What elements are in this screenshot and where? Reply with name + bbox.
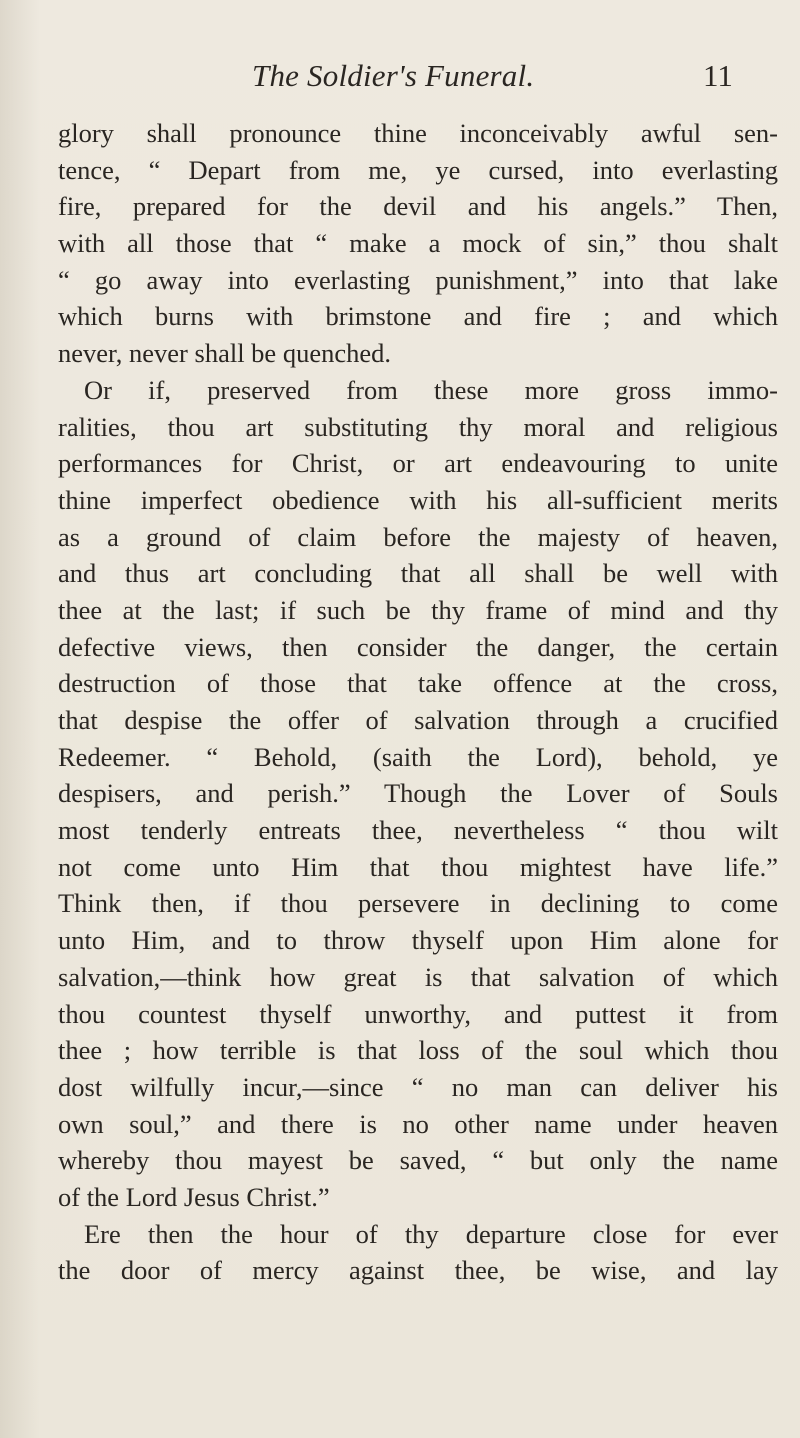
text-line: that despise the offer of salvation through a crucified xyxy=(58,705,778,735)
text-line: glory shall pronounce thine inconceivably awful sen- xyxy=(58,118,778,148)
text-line: ralities, thou art substituting thy moral and religious xyxy=(58,411,778,442)
text-line: not come unto Him that thou mightest have life.” xyxy=(58,851,778,882)
body-text xyxy=(58,115,778,1289)
text-line: tence, “ Depart from me, ye cursed, into everlasting xyxy=(58,154,778,185)
text-line: Think then, if thou persevere in declining to come xyxy=(58,888,778,919)
text-line: thou countest thyself unworthy, and puttest it from xyxy=(58,998,778,1029)
text-line: with all those that “ make a mock of sin,” thou shalt xyxy=(58,228,778,259)
text-line: “ go away into everlasting punishment,” into that lake xyxy=(58,264,778,295)
text-line: as a ground of claim before the majesty of heaven, xyxy=(58,521,778,552)
running-title: The Soldier's Funeral. xyxy=(252,58,535,93)
text-line: unto Him, and to throw thyself upon Him alone for xyxy=(58,925,778,956)
page-header xyxy=(0,58,800,98)
text-line: own soul,” and there is no other name under heaven xyxy=(58,1108,778,1139)
paragraph-first-line: Ere then the hour of thy departure close for ever xyxy=(84,1218,778,1249)
text-line: which burns with brimstone and fire ; and which xyxy=(58,301,778,332)
text-line: defective views, then consider the danger, the certain xyxy=(58,631,778,662)
text-line: most tenderly entreats thee, nevertheless “ thou wilt xyxy=(58,815,778,846)
text-line: destruction of those that take offence at the cross, xyxy=(58,668,778,699)
text-line: thine imperfect obedience with his all-sufficient merits xyxy=(58,484,778,515)
text-line: thee ; how terrible is that loss of the soul which thou xyxy=(58,1035,778,1066)
text-line: performances for Christ, or art endeavouring to unite xyxy=(58,448,778,479)
text-line: despisers, and perish.” Though the Lover of Souls xyxy=(58,778,778,809)
paragraph-first-line: Or if, preserved from these more gross immo- xyxy=(84,374,778,405)
text-line: dost wilfully incur,—since “ no man can deliver his xyxy=(58,1071,778,1102)
text-line: thee at the last; if such be thy frame of mind and thy xyxy=(58,594,778,625)
text-line: of the Lord Jesus Christ.” xyxy=(58,1181,330,1212)
text-line: salvation,—think how great is that salvation of which xyxy=(58,961,778,992)
text-line: the door of mercy against thee, be wise, and lay xyxy=(58,1255,778,1286)
page-number: 11 xyxy=(703,58,733,93)
text-line: Redeemer. “ Behold, (saith the Lord), behold, ye xyxy=(58,741,778,772)
text-line: and thus art concluding that all shall be well with xyxy=(58,558,778,589)
text-line: whereby thou mayest be saved, “ but only the name xyxy=(58,1145,778,1176)
text-line: fire, prepared for the devil and his angels.” Then, xyxy=(58,191,778,222)
text-line: never, never shall be quenched. xyxy=(58,338,391,369)
